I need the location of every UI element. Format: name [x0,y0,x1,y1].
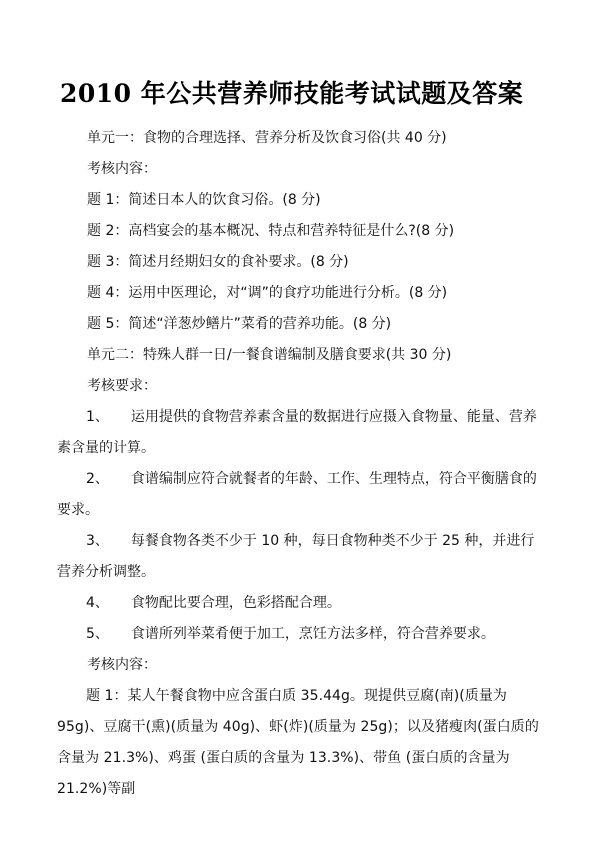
unit1-question-4: 题 4：运用中医理论，对“调”的食疗功能进行分析。(8 分) [87,285,448,301]
requirement-item-5 [57,619,548,650]
requirement-number: 3、 [86,533,109,549]
requirement-text: 食谱所列举菜肴便于加工，烹饪方法多样，符合营养要求。 [130,626,495,642]
unit2-heading: 单元二：特殊人群一日/一餐食谱编制及膳食要求(共 30 分) [87,347,452,363]
requirement-number: 2、 [86,471,109,487]
unit1-question-1: 题 1：简述日本人的饮食习俗。(8 分) [87,192,321,208]
requirement-number: 5、 [86,626,109,642]
unit1-question-3: 题 3：简述月经期妇女的食补要求。(8 分) [87,254,349,270]
requirement-text: 运用提供的食物营养素含量的数据进行应摄入食物量、能量、营养素含量的计算。 [57,409,537,456]
requirement-text: 食物配比要合理，色彩搭配合理。 [130,595,341,611]
document-title: 2010 年公共营养师技能考试试题及答案 [60,79,524,108]
requirement-number: 4、 [86,595,109,611]
document-body [57,123,548,805]
unit2-requirements-label: 考核要求： [87,378,157,394]
unit1-question-5: 题 5：简述“洋葱炒鳝片”菜肴的营养功能。(8 分) [87,316,392,332]
requirement-text: 每餐食物各类不少于 10 种，每日食物种类不少于 25 种，并进行营养分析调整。 [57,533,535,580]
requirement-item-4 [57,588,548,619]
unit1-content-label: 考核内容： [87,161,157,177]
requirement-item-2 [57,464,548,526]
requirement-item-3 [57,526,548,588]
unit1-question-2: 题 2：高档宴会的基本概况、特点和营养特征是什么?(8 分) [87,223,455,239]
unit1-heading: 单元一：食物的合理选择、营养分析及饮食习俗(共 40 分) [87,130,447,146]
requirement-text: 食谱编制应符合就餐者的年龄、工作、生理特点，符合平衡膳食的要求。 [57,471,537,518]
unit2-question-1: 题 1：某人午餐食物中应含蛋白质 35.44g。现提供豆腐(南)(质量为 95g)、豆腐干(熏)(质量为 40g)、虾(炸)(质量为 25g)；以及猪瘦肉(蛋白质的含量为 21.3%)、鸡蛋 (蛋白质的含量为 13.3%)、带鱼 (蛋白质的含量为 21.2%)等副 [57,688,539,797]
requirement-item-1 [57,402,548,464]
requirement-number: 1、 [86,409,109,425]
unit2-content-label: 考核内容： [87,657,157,673]
